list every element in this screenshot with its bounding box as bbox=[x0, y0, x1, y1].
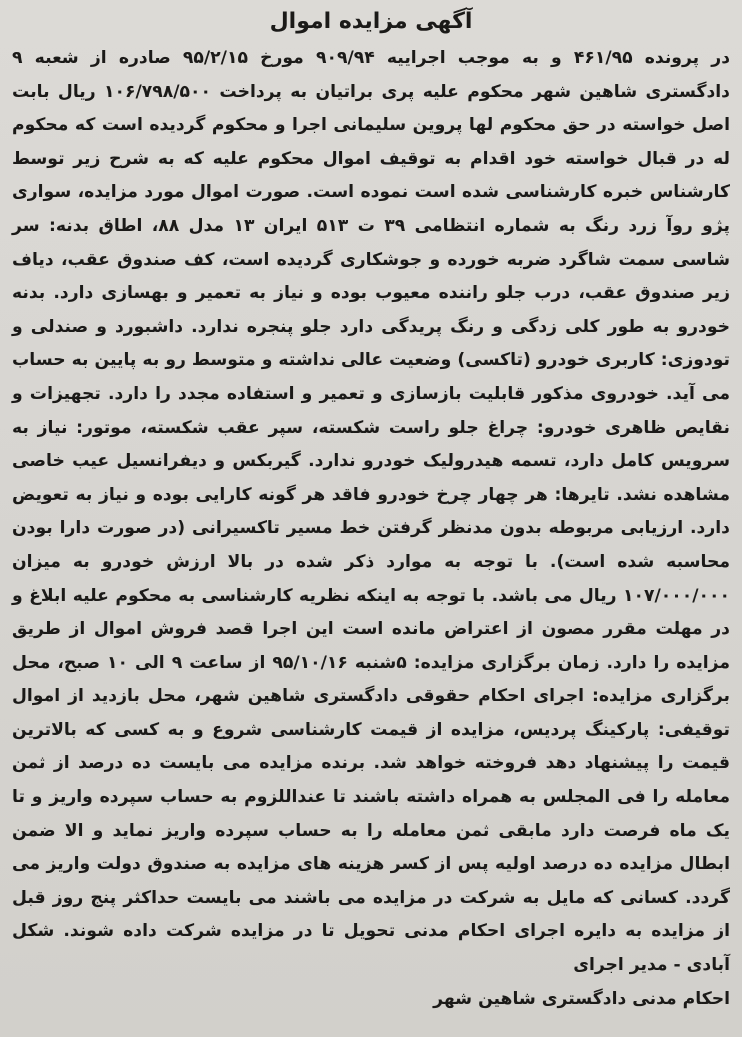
notice-signature: احکام مدنی دادگستری شاهین شهر bbox=[433, 988, 730, 1009]
notice-title: آگهی مزایده اموال bbox=[269, 9, 473, 34]
notice-body: در پرونده ۴۶۱/۹۵ و به موجب اجراییه ۹۰۹/۹۴ مورخ ۹۵/۲/۱۵ صادره از شعبه ۹ دادگستری شاهین شهر محکوم علیه پری براتیان به پرداخت ۱۰۶/۷۹۸/۵۰۰ ریال بابت اصل خواسته در حق محکوم لها پروین سلیمانی اجرا و محکوم گردیده است که محکوم له در قبال خواسته خود اقدام به توقیف اموال محکوم علیه که به شرح زیر توسط کارشناس خبره کارشناسی شده است نموده است. صورت اموال مورد مزایده، سواری پژو روآ زرد رنگ به شماره انتظامی ۳۹ ت ۵۱۳ ایران ۱۳ مدل ۸۸، اطاق بدنه: سر شاسی سمت شاگرد ضربه خورده و جوشکاری گردیده است، کف صندوق عقب، دیاف زیر صندوق عقب، درب جلو راننده معیوب بوده و نیاز به تعمیر و بهسازی دارد. بدنه خودرو به طور کلی زدگی و رنگ پریدگی دارد جلو پنجره ندارد. داشبورد و صندلی و تودوزی: کاربری خودرو (تاکسی) وضعیت عالی نداشته و متوسط رو به پایین به حساب می آید. خودروی مذکور قابلیت بازسازی و تعمیر و استفاده مجدد را دارد. تجهیزات و نقایص ظاهری خودرو: چراغ جلو راست شکسته، سپر عقب شکسته، موتور: نیاز به سرویس کامل دارد، تسمه هیدرولیک خودرو ندارد. گیربکس و دیفرانسیل عیب خاصی مشاهده نشد. تایرها: هر چهار چرخ خودرو فاقد هر گونه کارایی بوده و نیاز به تعویض دارد. ارزیابی مربوطه بدون مدنظر گرفتن خط مسیر تاکسیرانی (در صورت دارا بودن محاسبه شده است). با توجه به موارد ذکر شده در بالا ارزش خودرو به میزان ۱۰۷/۰۰۰/۰۰۰ ریال می باشد. با توجه به اینکه نظریه کارشناسی به محکوم علیه ابلاغ و در مهلت مقرر مصون از اعتراض مانده است این اجرا قصد فروش اموال از طریق مزایده را دارد. زمان برگزاری مزایده: ۵شنبه ۹۵/۱۰/۱۶ از ساعت ۹ الی ۱۰ صبح، محل برگزاری مزایده: اجرای احکام حقوقی دادگستری شاهین شهر، محل بازدید از اموال توقیفی: پارکینگ پردیس، مزایده از قیمت کارشناسی شروع و به کسی که بالاترین قیمت را پیشنهاد دهد فروخته خواهد شد. برنده مزایده می بایست ده درصد از ثمن معامله را فی المجلس به همراه داشته باشند تا عنداللزوم به حساب سپرده واریز و تا یک ماه فرصت دارد مابقی ثمن معامله را به حساب سپرده واریز نماید و الا ضمن ابطال مزایده ده درصد اولیه پس از کسر هزینه های مزایده به صندوق دولت واریز می گردد. کسانی که مایل به شرکت در مزایده می باشند می بایست حداکثر پنج روز قبل از مزایده به دایره اجرای احکام مدنی تحویل تا در مزایده شرکت داده شوند. شکل آبادی - مدیر اجرای bbox=[12, 48, 731, 976]
